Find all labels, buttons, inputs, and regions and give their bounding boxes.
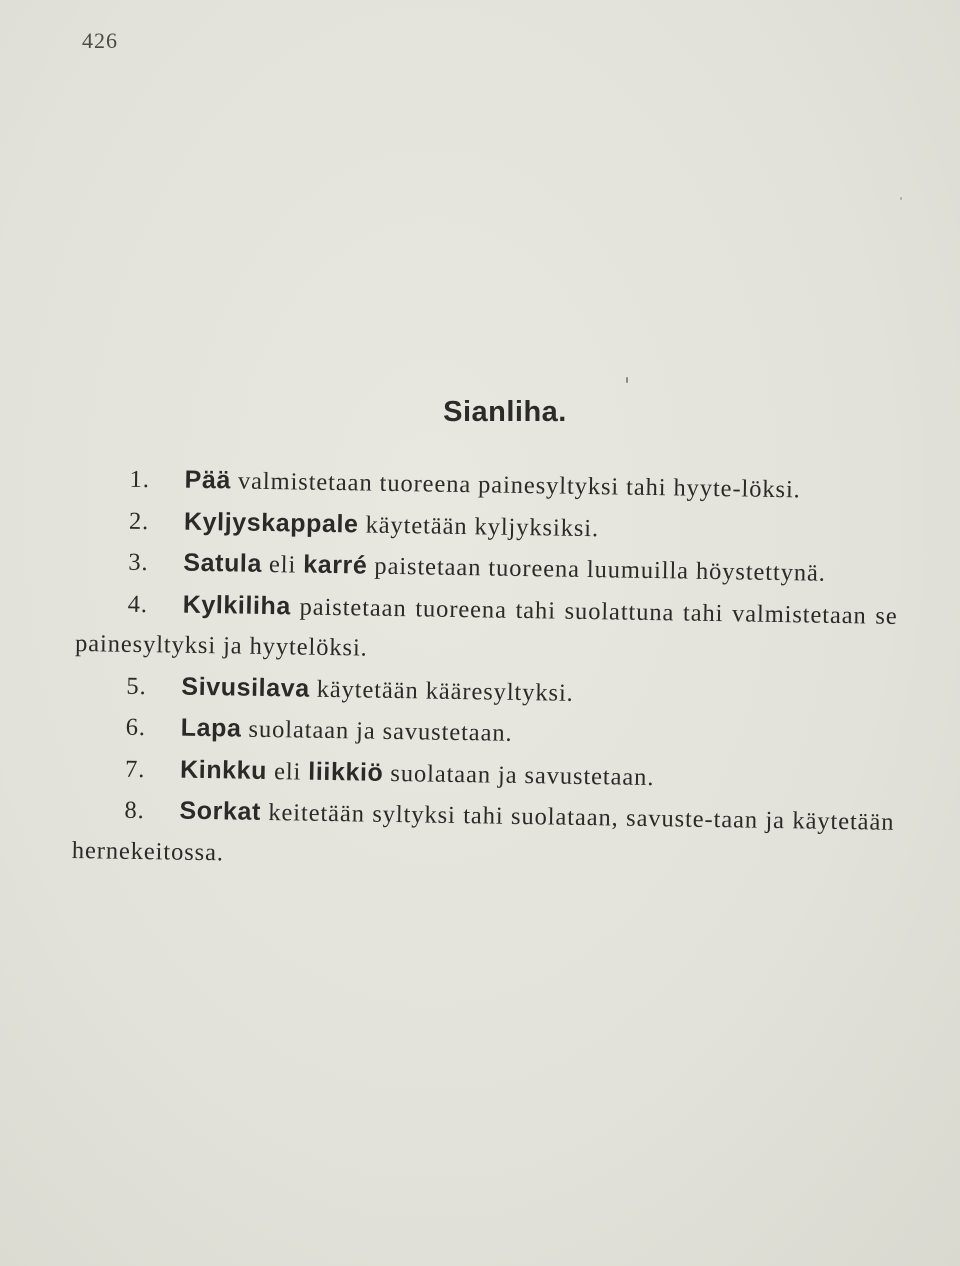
entry-list [72,458,900,884]
entry-8 [72,789,895,884]
paper-speck [626,377,628,383]
entry-number: 8. [124,796,145,825]
entry-keyword-2: karré [303,550,368,580]
entry-text: eli [261,550,304,579]
entry-number: 7. [124,755,146,783]
entry-text: eli [266,757,309,786]
paper-speck [900,197,902,200]
entry-keyword: Lapa [180,713,242,743]
entry-keyword-2: liikkiö [308,757,384,787]
entry-text: valmistetaan tuoreena painesyltyksi tahi hyyte-löksi. [230,467,801,504]
section-heading: Sianliha. [443,396,567,428]
entry-text-2: suolataan ja savustetaan. [383,759,655,791]
entry-keyword: Pää [184,465,232,495]
entry-keyword: Satula [183,548,263,578]
entry-text: keitetään syltyksi tahi suolataan, savuste-taan ja käytetään hernekeitossa. [71,798,895,866]
entry-text: käytetään kääresyltyksi. [309,675,574,707]
entry-keyword: Sivusilava [181,672,310,703]
entry-number: 3. [128,548,149,577]
entry-number: 5. [126,672,147,700]
entry-text: käytetään kyljyksiksi. [358,510,600,542]
entry-text: paistetaan tuoreena tahi suolattuna tahi valmistetaan se painesyltyksi ja hyytelöksi. [74,592,898,662]
entry-text-2: paistetaan tuoreena luumuilla höystettynä. [367,552,827,587]
entry-keyword: Kylkiliha [182,590,292,620]
entry-keyword: Sorkat [179,796,262,826]
entry-number: 4. [127,590,149,618]
entry-number: 6. [125,713,147,742]
entry-text: suolataan ja savustetaan. [241,715,513,747]
entry-number: 2. [128,507,150,535]
entry-4 [75,582,898,677]
entry-keyword: Kyljyskappale [183,507,359,538]
entry-keyword: Kinkku [179,755,268,785]
entry-number: 1. [129,465,151,494]
page-number: 426 [82,28,118,53]
